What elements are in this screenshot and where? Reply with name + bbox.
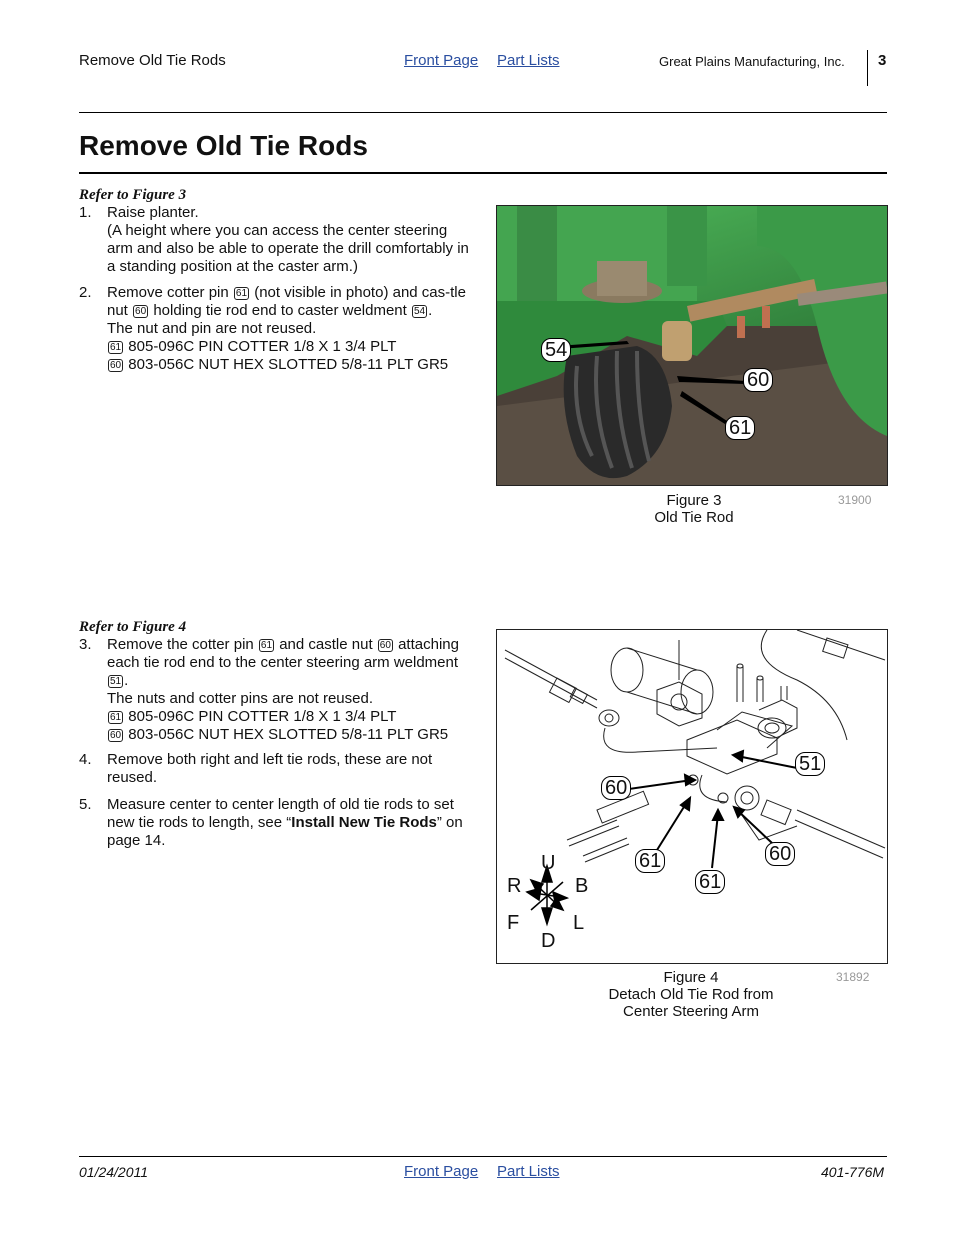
step-2-part-2 [107,356,469,374]
step-5-text-b: ” on page 14. [107,814,463,849]
part-callout-60: 60 [110,360,122,371]
step-2-text-b: (not visible in photo) and cas-tle nut [107,284,466,319]
figure-4-balloon-61-right: 61 [695,870,725,894]
step-3-text-c: attaching each tie rod end to the center steering arm weldment [107,636,459,671]
callout-61: 61 [235,288,248,299]
figure-3-title: Old Tie Rod [654,509,734,526]
step-3-text-a: Remove the cotter pin [107,636,254,653]
step-1-line1: Raise planter. [107,204,199,221]
step-3 [79,636,469,748]
step-2-text [107,284,469,320]
header-company: Great Plains Manufacturing, Inc. [659,54,845,69]
header-part-lists-link[interactable]: Part Lists [497,52,560,69]
refer-figure-3: Refer to Figure 3 [79,187,187,203]
compass-front: F [507,912,520,934]
figure-3-photo [496,205,888,486]
step-2-text-a: Remove cotter pin [107,284,229,301]
figure-4-balloon-51: 51 [795,752,825,776]
step-2-text-c: holding tie rod end to caster weldment [153,302,407,319]
footer-rule [79,1156,887,1157]
compass-down: D [541,930,556,952]
figure-4-balloon-60-right: 60 [765,842,795,866]
part-callout-61: 61 [110,712,122,723]
compass-back: B [575,875,589,897]
figure-3-balloon-61: 61 [725,416,755,440]
page-title: Remove Old Tie Rods [79,130,368,161]
step-3-number: 3. [79,636,92,653]
install-new-tie-rods-ref: Install New Tie Rods [291,814,437,831]
header-section-title: Remove Old Tie Rods [79,52,226,69]
figure-4-title-line1: Detach Old Tie Rod from [608,986,774,1003]
figure-3-balloon-54: 54 [541,338,571,362]
step-3-text-d: . [124,672,129,689]
compass-right: R [507,875,522,897]
page-number: 3 [878,52,887,69]
step-2-line2: The nut and pin are not reused. [107,320,317,337]
step-3-part-1 [107,708,469,726]
step-3-text [107,636,469,690]
step-1-number: 1. [79,204,92,221]
figure-4-caption [591,969,791,1020]
callout-61: 61 [260,640,273,651]
header-front-page-link[interactable]: Front Page [404,52,479,69]
figure-3-balloon-60: 60 [743,368,773,392]
title-rule [79,172,887,174]
figure-4-id: 31892 [836,970,870,984]
step-2 [79,284,469,376]
step-3-line2: The nuts and cotter pins are not reused. [107,690,373,707]
part-callout-61: 61 [110,342,122,353]
step-1-line2: (A height where you can access the center steering arm and also be able to operate the drill comfortably in a standing position at the caster arm.) [107,222,469,275]
step-5-number: 5. [79,796,92,813]
step-5-text [107,796,469,850]
footer-front-page-link[interactable]: Front Page [404,1163,479,1180]
step-2-number: 2. [79,284,92,301]
figure-4-illustration [497,630,887,963]
step-3-text-b: and castle nut [279,636,373,653]
refer-figure-4: Refer to Figure 4 [79,619,187,635]
step-5-text-a: Measure center to center length of old tie rods to set new tie rods to length, see “ [107,796,454,831]
part-callout-60: 60 [110,730,122,741]
step-4-number: 4. [79,751,92,768]
step-2-text-d: . [428,302,433,319]
part-2-desc: 803-056C NUT HEX SLOTTED 5/8-11 PLT GR5 [128,356,449,373]
figure-3-label: Figure 3 [666,492,722,509]
step-5 [79,796,469,854]
figure-3-caption [594,492,794,526]
callout-51: 51 [110,676,122,687]
footer-date: 01/24/2011 [79,1164,149,1180]
part-1-desc: 805-096C PIN COTTER 1/8 X 1 3/4 PLT [128,708,397,725]
footer-part-lists-link[interactable]: Part Lists [497,1163,560,1180]
callout-60: 60 [135,306,147,317]
figure-4-title-line2: Center Steering Arm [623,1003,759,1020]
figure-4-balloon-60-left: 60 [601,776,631,800]
step-3-part-2 [107,726,469,744]
header-divider [867,50,868,86]
header-rule [79,112,887,113]
step-2-part-1 [107,338,469,356]
figure-3-id: 31900 [838,493,872,507]
figure-4-label: Figure 4 [663,969,719,986]
figure-4-drawing [496,629,888,964]
step-4-text: Remove both right and left tie rods, these are not reused. [107,751,433,786]
compass-up: U [541,852,556,874]
callout-54: 54 [413,306,426,317]
figure-4-balloon-61-left: 61 [635,849,665,873]
footer-doc-number: 401-776M [821,1164,885,1180]
callout-60: 60 [379,640,391,651]
step-1 [79,204,469,280]
compass-left: L [573,912,585,934]
part-2-desc: 803-056C NUT HEX SLOTTED 5/8-11 PLT GR5 [128,726,449,743]
part-1-desc: 805-096C PIN COTTER 1/8 X 1 3/4 PLT [128,338,397,355]
step-4 [79,751,469,791]
